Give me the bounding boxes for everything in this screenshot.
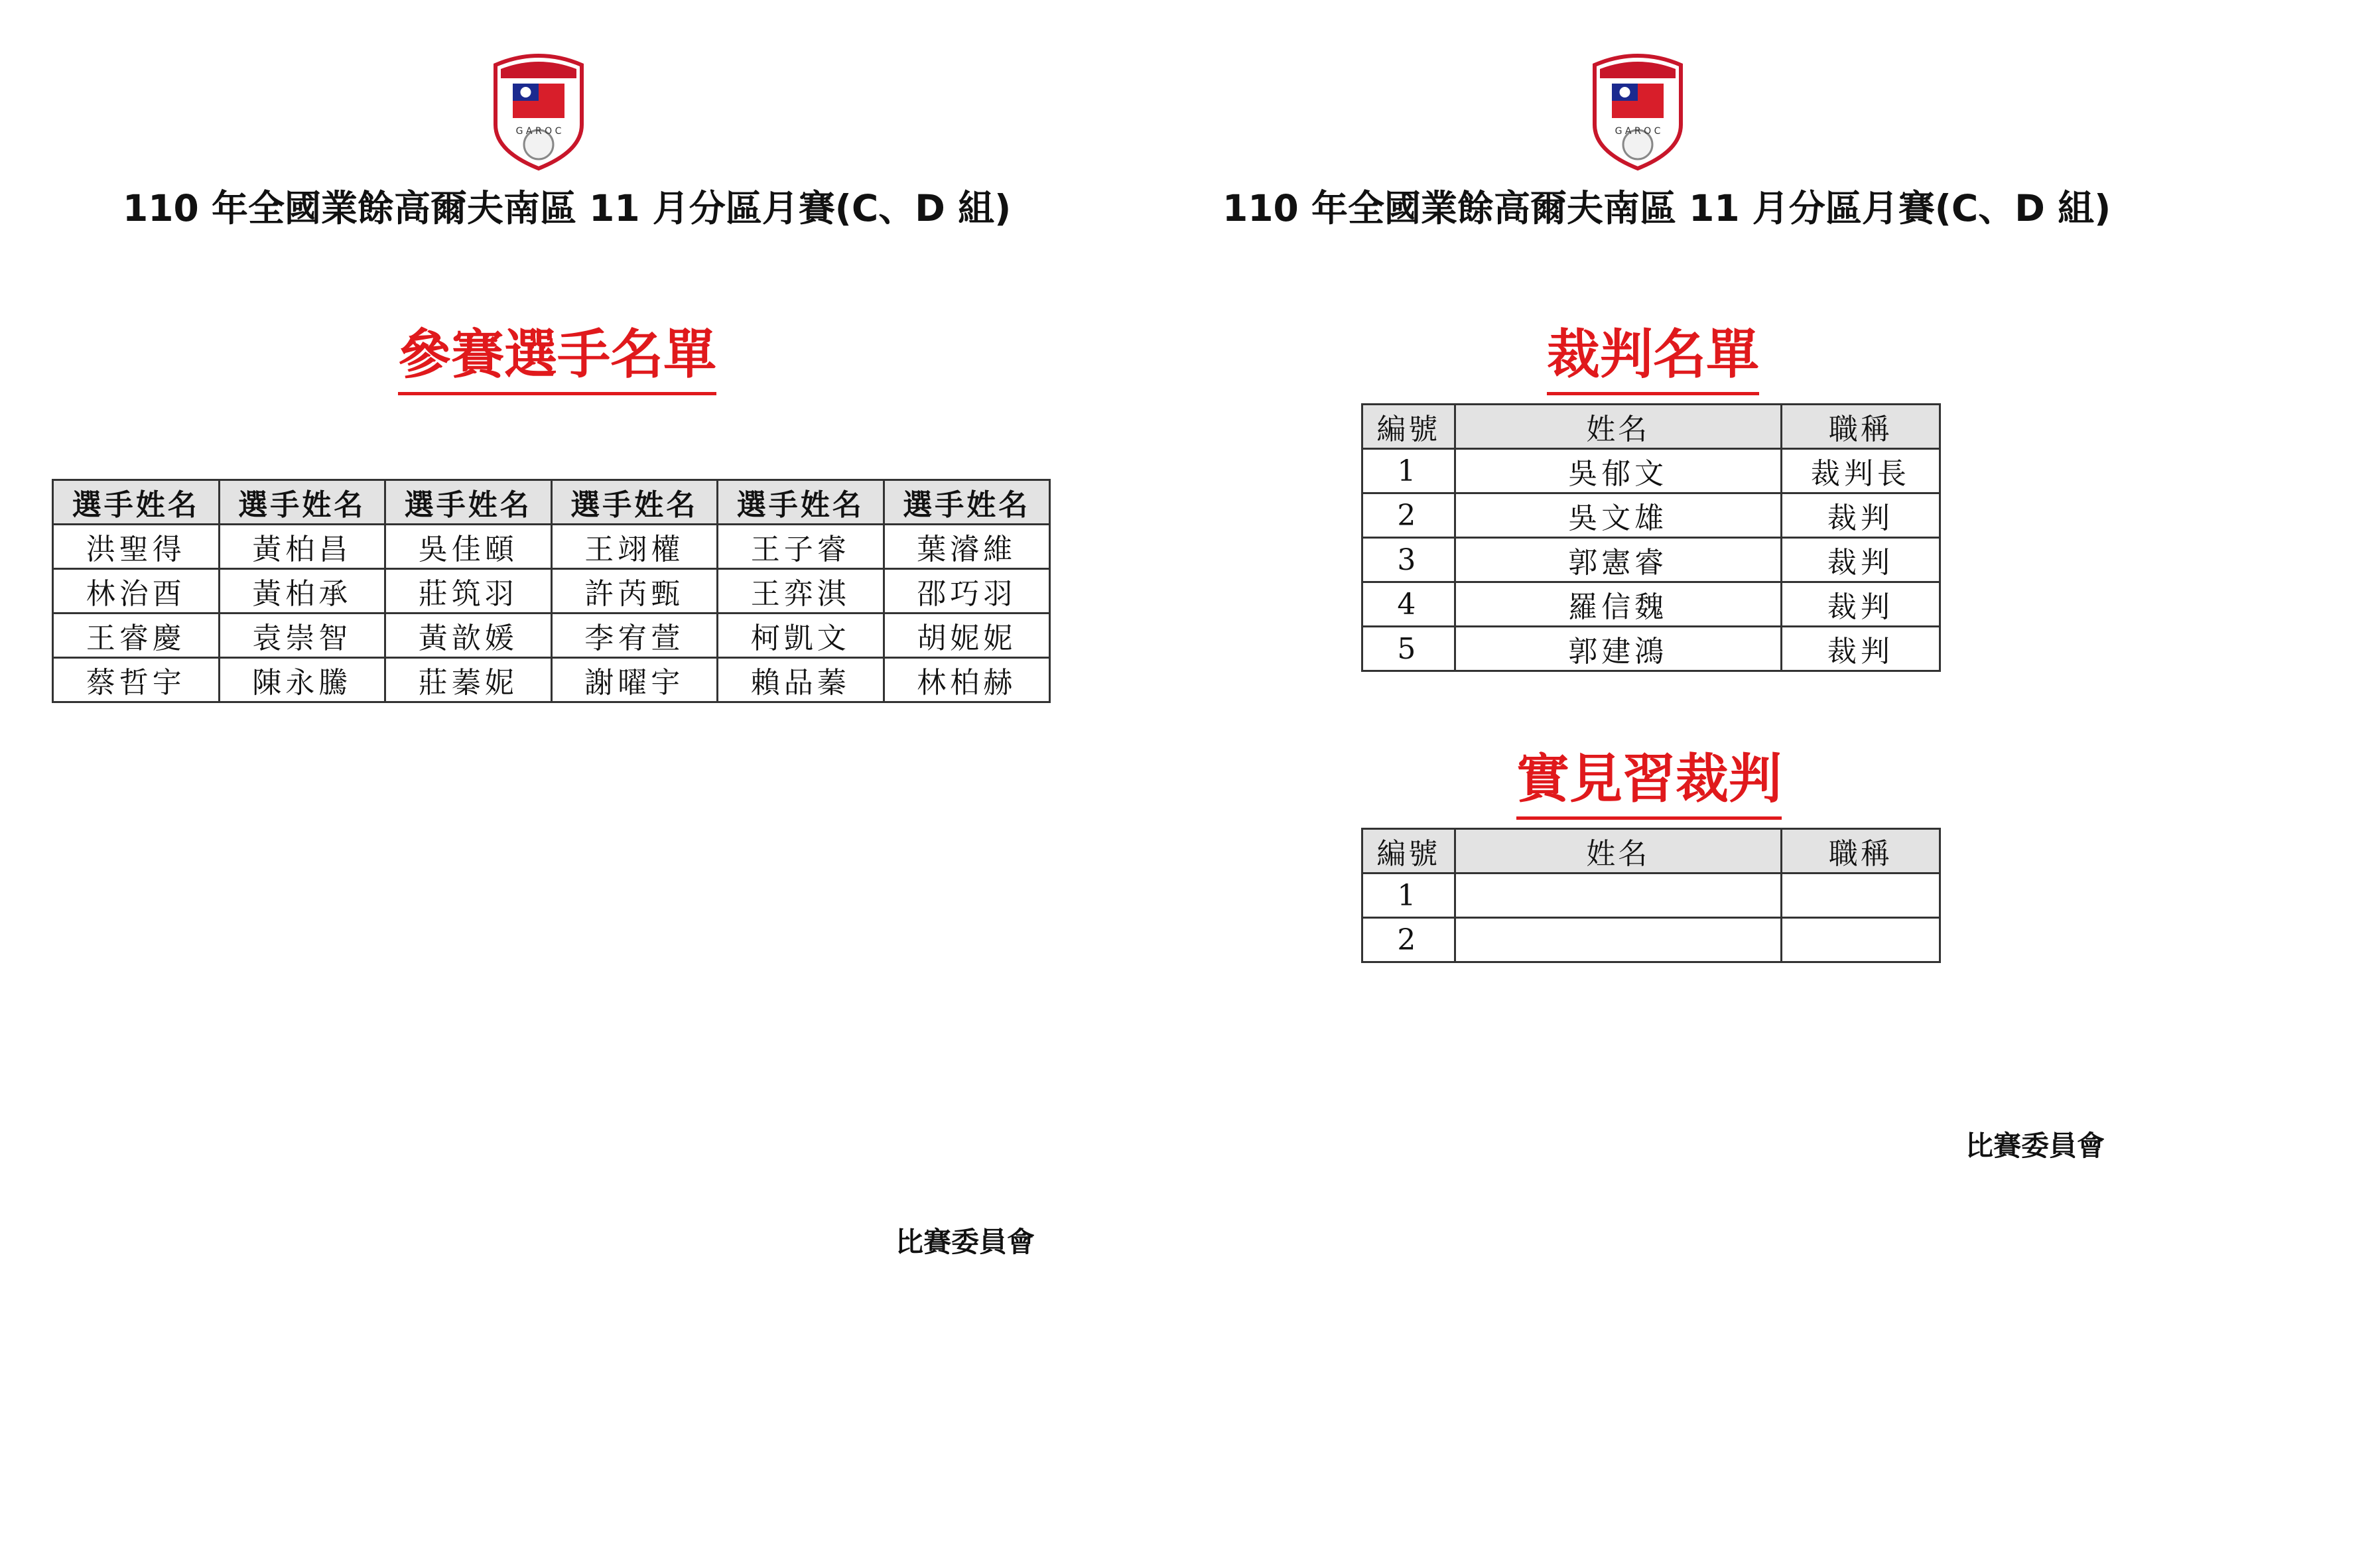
referee-name: 吳文雄	[1455, 493, 1781, 538]
table-row	[1362, 873, 1940, 918]
garoc-logo-icon	[1588, 52, 1687, 171]
player-name: 吳佳頤	[385, 525, 552, 569]
document-title: 110 年全國業餘高爾夫南區 11 月分區月賽(C、D 組)	[1223, 187, 2111, 229]
player-name: 王子睿	[718, 525, 884, 569]
trainee-title	[1781, 873, 1940, 918]
player-name: 莊蓁妮	[385, 658, 552, 702]
player-name: 柯凱文	[718, 614, 884, 658]
player-name: 黃歆媛	[385, 614, 552, 658]
column-header: 職稱	[1781, 829, 1940, 873]
table-row	[1362, 449, 1940, 493]
player-name: 邵巧羽	[884, 569, 1050, 614]
table-header-row	[1362, 405, 1940, 449]
column-header: 選手姓名	[884, 480, 1050, 525]
referee-name: 郭建鴻	[1455, 627, 1781, 671]
column-header: 編號	[1362, 829, 1455, 873]
table-row	[53, 569, 1050, 614]
referee-name: 郭憲睿	[1455, 538, 1781, 582]
player-name: 李宥萱	[551, 614, 718, 658]
player-name: 林柏赫	[884, 658, 1050, 702]
table-row	[1362, 538, 1940, 582]
column-header: 選手姓名	[551, 480, 718, 525]
table-header-row	[1362, 829, 1940, 873]
document-title: 110 年全國業餘高爾夫南區 11 月分區月賽(C、D 組)	[123, 187, 1012, 229]
player-name: 袁崇智	[219, 614, 385, 658]
svg-text:G A R O C: G A R O C	[515, 126, 562, 137]
referee-number: 3	[1362, 538, 1455, 582]
svg-text:G A R O C: G A R O C	[1615, 126, 1661, 137]
garoc-logo-icon	[489, 52, 588, 171]
table-row	[1362, 918, 1940, 962]
referee-number: 2	[1362, 493, 1455, 538]
player-name: 林治酉	[53, 569, 220, 614]
player-name: 黃柏承	[219, 569, 385, 614]
player-name: 王翊權	[551, 525, 718, 569]
player-name: 陳永騰	[219, 658, 385, 702]
player-name: 蔡哲宇	[53, 658, 220, 702]
trainee-referees-title: 實見習裁判	[1516, 736, 1782, 820]
trainee-name	[1455, 873, 1781, 918]
trainee-number: 2	[1362, 918, 1455, 962]
referee-title: 裁判長	[1781, 449, 1940, 493]
table-row	[53, 525, 1050, 569]
referee-title: 裁判	[1781, 538, 1940, 582]
referee-title: 裁判	[1781, 627, 1940, 671]
committee-signature: 比賽委員會	[895, 1226, 1035, 1258]
referee-number: 4	[1362, 582, 1455, 627]
player-name: 謝曜宇	[551, 658, 718, 702]
player-name: 洪聖得	[53, 525, 220, 569]
column-header: 選手姓名	[219, 480, 385, 525]
column-header: 姓名	[1455, 405, 1781, 449]
referee-number: 1	[1362, 449, 1455, 493]
column-header: 姓名	[1455, 829, 1781, 873]
player-name: 王睿慶	[53, 614, 220, 658]
table-row	[1362, 627, 1940, 671]
referee-number: 5	[1362, 627, 1455, 671]
players-table	[52, 479, 1051, 703]
referees-table	[1361, 403, 1941, 672]
table-row	[1362, 493, 1940, 538]
table-row	[53, 658, 1050, 702]
referees-list-title: 裁判名單	[1547, 312, 1759, 395]
column-header: 選手姓名	[53, 480, 220, 525]
column-header: 選手姓名	[385, 480, 552, 525]
referee-name: 羅信魏	[1455, 582, 1781, 627]
table-row	[1362, 582, 1940, 627]
trainee-name	[1455, 918, 1781, 962]
player-name: 莊筑羽	[385, 569, 552, 614]
trainee-referees-table	[1361, 828, 1941, 963]
trainee-title	[1781, 918, 1940, 962]
player-name: 賴品蓁	[718, 658, 884, 702]
trainee-number: 1	[1362, 873, 1455, 918]
referee-title: 裁判	[1781, 493, 1940, 538]
player-name: 胡妮妮	[884, 614, 1050, 658]
column-header: 編號	[1362, 405, 1455, 449]
player-name: 黃柏昌	[219, 525, 385, 569]
players-list-title: 參賽選手名單	[398, 312, 716, 395]
column-header: 職稱	[1781, 405, 1940, 449]
player-name: 葉濬維	[884, 525, 1050, 569]
table-header-row	[53, 480, 1050, 525]
committee-signature: 比賽委員會	[1965, 1130, 2105, 1162]
player-name: 王弈淇	[718, 569, 884, 614]
referee-title: 裁判	[1781, 582, 1940, 627]
table-row	[53, 614, 1050, 658]
column-header: 選手姓名	[718, 480, 884, 525]
player-name: 許芮甄	[551, 569, 718, 614]
referee-name: 吳郁文	[1455, 449, 1781, 493]
